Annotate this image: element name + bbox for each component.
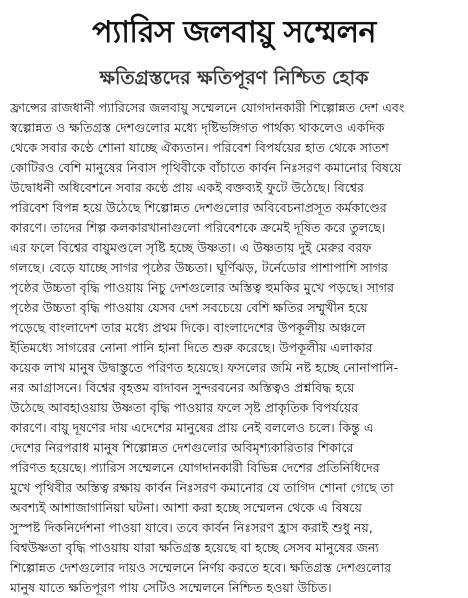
body-line: সুস্পষ্ট দিকনির্দেশনা পাওয়া যাবে। তবে কার্বন নিঃসরণ হ্রাস করাই শুধু নয়, — [10, 520, 373, 535]
body-line: উদ্বোধনী অধিবেশনে সবার কণ্ঠে প্রায় একই বক্তব্যই ফুটে উঠেছে। বিশ্বের — [10, 180, 364, 195]
body-line: বিশ্বউষ্ণতা বৃদ্ধি পাওয়ায় যারা ক্ষতিগ্রস্ত হয়েছে বা হচ্ছে সেসব মানুষের জন্য — [10, 540, 380, 555]
body-line: স্বল্পোন্নত ও ক্ষতিগ্রস্ত দেশগুলোর মধ্যে দৃষ্টিভঙ্গিগত পার্থক্য থাকলেও একদিক — [10, 120, 385, 135]
body-line: ইতিমধ্যে সাগরের নোনা পানি হানা দিতে শুরু করেছে। উপকূলীয় এলাকার — [10, 340, 373, 355]
body-line: মানুষ যাতে ক্ষতিপূরণ পায় সেটিও সম্মেলনে নিশ্চিত হওয়া উচিত। — [10, 580, 332, 595]
body-line: থেকে সবার কণ্ঠে শোনা যাচ্ছে ঐক্যতান। পরিবেশ বিপর্যয়ের হাত থেকে সাতশ — [10, 140, 389, 155]
body-line: মুখে পৃথিবীর অস্তিত্ব রক্ষায় কার্বন নিঃসরণ কমানোর যে তাগিদ শোনা গেছে তা — [10, 480, 394, 495]
article-body — [10, 98, 458, 598]
body-line: কারণে। তাদের শিল্প কলকারখানাগুলো পরিবেশকে ক্রমেই দূষিত করে তুলছে। — [10, 220, 386, 235]
body-line: অবশ্যই আশাজাগানিয়া ঘটনা। আশা করা হচ্ছে সম্মেলন থেকে এ বিষয়ে — [10, 500, 362, 515]
body-line: শিল্পোন্নত দেশগুলোর দায়ও সম্মেলনে নির্ণয় করতে হবে। ক্ষতিগ্রস্ত দেশগুলোর — [10, 560, 392, 575]
body-line: গলছে। বেড়ে যাচ্ছে সাগর পৃষ্ঠের উচ্চতা। ঘূর্ণিঝড়, টর্নেডোর পাশাপাশি সাগর — [10, 260, 388, 275]
body-line: পরিবেশ বিপন্ন হয়ে উঠেছে শিল্পোন্নত দেশগুলোর অবিবেচনাপ্রসূত কর্মকাণ্ডের — [10, 200, 387, 215]
subheadline: ক্ষতিগ্রস্তদের ক্ষতিপূরণ নিশ্চিত হোক — [99, 67, 369, 89]
body-line: পৃষ্ঠের উচ্চতা বৃদ্ধি পাওয়ায় যেসব দেশ সবচেয়ে বেশি ক্ষতির সম্মুখীন হয়ে — [10, 300, 368, 315]
body-line: পড়েছে বাংলাদেশ তার মধ্যে প্রথম দিকে। বাংলাদেশের উপকূলীয় অঞ্চলে — [10, 320, 366, 335]
body-line: কারণে। বায়ু দূষণের দায় এদেশের মানুষের প্রায় নেই বললেও চলে। কিন্তু এ — [10, 420, 374, 435]
headline: প্যারিস জলবায়ু সম্মেলন — [92, 15, 376, 50]
body-line: এর ফলে বিশ্বের বায়ুমণ্ডলে সৃষ্টি হচ্ছে উষ্ণতা। এ উষ্ণতায় দুই মেরুর বরফ — [10, 240, 372, 255]
body-line: পরিণত হয়েছে। প্যারিস সম্মেলনে যোগদানকারী বিভিন্ন দেশের প্রতিনিধিদের — [10, 460, 380, 475]
body-line: কয়েক লাখ মানুষ উদ্বাস্তুতে পরিণত হয়েছে। ফসলের জমি নষ্ট হচ্ছে নোনাপানি- — [10, 360, 399, 375]
body-line: পৃষ্ঠের উচ্চতা বৃদ্ধি পাওয়ায় নিচু দেশগুলোর অস্তিত্ব হুমকির মুখে পড়ছে। সাগর — [10, 280, 394, 295]
body-line: দেশের নিরপরাধ মানুষ শিল্পোন্নত দেশগুলোর অবিমৃশ্যকারিতার শিকারে — [10, 440, 354, 455]
body-line: ফ্রান্সের রাজধানী প্যারিসের জলবায়ু সম্মেলনে যোগদানকারী শিল্পোন্নত দেশ এবং — [10, 100, 405, 115]
body-line: উঠেছে আবহাওয়ায় উষ্ণতা বৃদ্ধি পাওয়ার ফলে সৃষ্ট প্রাকৃতিক বিপর্যয়ের — [10, 400, 359, 415]
body-line: নর আগ্রাসনে। বিশ্বের বৃহত্তম বাদাবন সুন্দরবনের অস্তিত্বও প্রশ্নবিদ্ধ হয়ে — [10, 380, 355, 395]
body-line: কোটিরও বেশি মানুষের নিবাস পৃথিবীকে বাঁচাতে কার্বন নিঃসরণ কমানোর বিষয়ে — [10, 160, 402, 175]
